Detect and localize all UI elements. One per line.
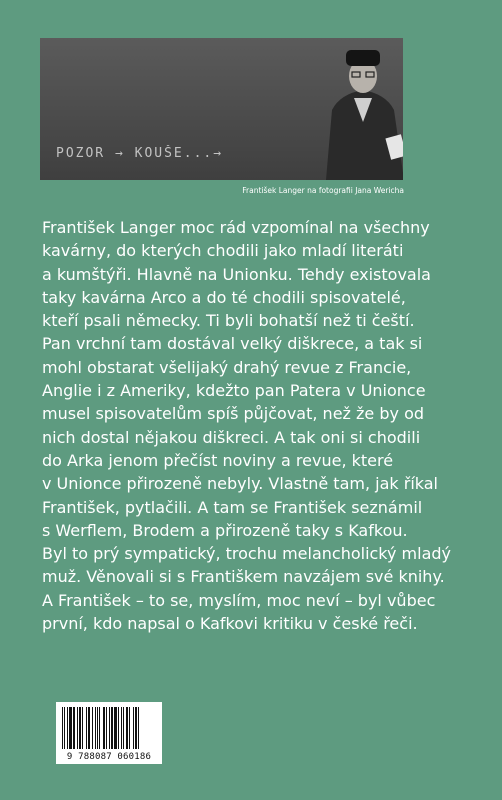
text-line: Byl to prý sympatický, trochu melancholický mladý	[42, 544, 452, 564]
barcode-bar	[86, 707, 87, 749]
barcode-bar	[95, 707, 96, 749]
text-line: v Unionce přirozeně nebyly. Vlastně tam, jak říkal	[42, 474, 438, 494]
barcode	[56, 702, 162, 764]
text-line: kteří psali německy. Ti byli bohatší než ti čeští.	[42, 311, 415, 331]
text-line: první, kdo napsal o Kafkovi kritiku v české řeči.	[42, 614, 418, 634]
barcode-bar	[92, 707, 93, 749]
text-line: taky kavárna Arco a do té chodili spisovatelé,	[42, 287, 406, 307]
barcode-bar	[111, 707, 113, 749]
barcode-bar	[77, 707, 78, 749]
barcode-bar	[109, 707, 110, 749]
text-line: František, pytlačili. A tam se František seznámil	[42, 497, 423, 517]
text-line: do Arka jenom přečíst noviny a revue, které	[42, 450, 394, 470]
barcode-bar	[88, 707, 90, 749]
barcode-bar	[103, 707, 105, 749]
text-line: Pan vrchní tam dostával velký diškrece, a tak si	[42, 334, 423, 354]
barcode-bar	[69, 707, 72, 749]
barcode-bar	[106, 707, 107, 749]
photo-caption: František Langer na fotografii Jana Wericha	[242, 186, 404, 195]
barcode-bar	[129, 707, 130, 749]
text-line: A František – to se, myslím, moc neví – byl vůbec	[42, 590, 436, 610]
barcode-bars	[60, 707, 158, 749]
text-line: František Langer moc rád vzpomínal na všechny	[42, 218, 430, 237]
barcode-bar	[99, 707, 100, 749]
barcode-bar	[73, 707, 75, 749]
text-line: Anglie i z Ameriky, kdežto pan Patera v Unionce	[42, 381, 426, 401]
text-line: mohl obstarat všelijaký drahý revue z Francie,	[42, 357, 412, 377]
barcode-bar	[123, 707, 124, 749]
text-line: a kumštýři. Hlavně na Unionku. Tehdy existovala	[42, 264, 431, 284]
barcode-bar	[135, 707, 137, 749]
barcode-bar	[62, 707, 63, 749]
chalk-writing: POZOR → KOUŠE...→	[56, 146, 224, 161]
cover-photo	[40, 38, 403, 180]
barcode-bar	[138, 707, 139, 749]
text-line: nich dostal nějakou diškreci. A tak oni si chodili	[42, 427, 421, 447]
barcode-bar	[126, 707, 128, 749]
isbn-number: 9 788087 060186	[66, 752, 152, 762]
barcode-bar	[133, 707, 134, 749]
text-line: s Werflem, Brodem a přirozeně taky s Kafkou.	[42, 520, 408, 540]
portrait-figure	[318, 38, 403, 180]
barcode-bar	[114, 707, 117, 749]
barcode-bar	[67, 707, 68, 749]
barcode-bar	[118, 707, 119, 749]
body-text	[42, 216, 462, 635]
text-line: muž. Věnovali si s Františkem navzájem své knihy.	[42, 567, 445, 587]
barcode-bar	[79, 707, 81, 749]
barcode-bar	[121, 707, 122, 749]
barcode-bar	[64, 707, 65, 749]
text-line: musel spisovatelům spíš půjčovat, než že by od	[42, 404, 425, 424]
barcode-bar	[97, 707, 98, 749]
text-line: kavárny, do kterých chodili jako mladí literáti	[42, 241, 404, 261]
barcode-bar	[82, 707, 83, 749]
